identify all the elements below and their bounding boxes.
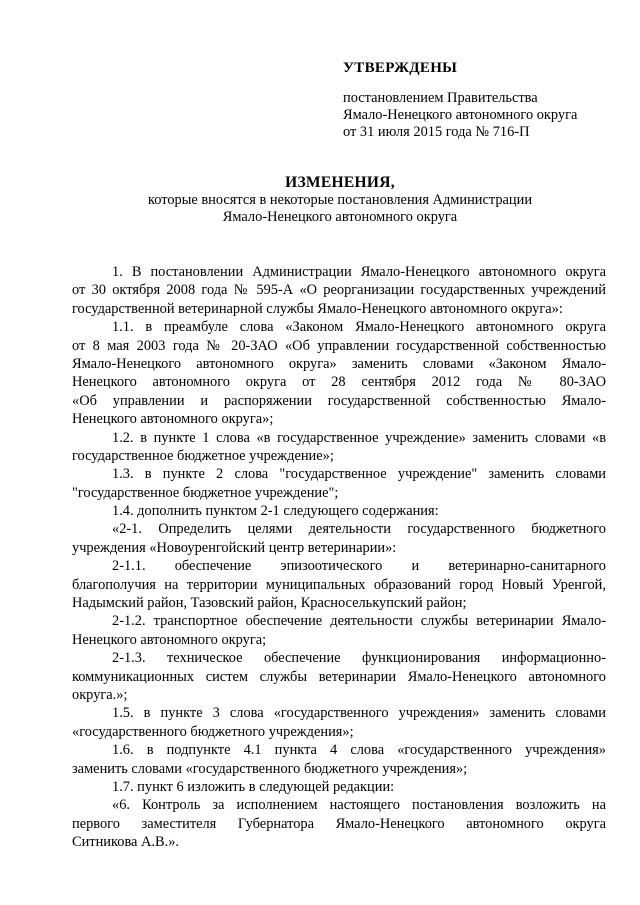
body-line: Ненецкого автономного округа»; bbox=[72, 411, 274, 428]
body-line: 1. В постановлении Администрации Ямало-Ненецкого автономного округа bbox=[112, 264, 606, 280]
body-line: 2-1.2. транспортное обеспечение деятельности службы ветеринарии Ямало- bbox=[112, 613, 606, 630]
body-line: от 8 мая 2003 года № 20-ЗАО «Об управлении государственной собственностью bbox=[72, 337, 606, 354]
document-body bbox=[72, 263, 606, 852]
approval-line: Ямало-Ненецкого автономного округа bbox=[343, 107, 578, 123]
body-line: «2-1. Определить целями деятельности государственного бюджетного bbox=[112, 521, 606, 538]
body-line: «6. Контроль за исполнением настоящего постановления возложить на bbox=[112, 797, 606, 814]
body-line: 1.6. в подпункте 4.1 пункта 4 слова «государственного учреждения» bbox=[112, 742, 606, 759]
heading-subtitle-line: Ямало-Ненецкого автономного округа bbox=[222, 209, 458, 225]
body-line: Ситникова А.В.». bbox=[72, 834, 180, 851]
body-line: 1.2. в пункте 1 слова «в государственное учреждение» заменить словами «в bbox=[112, 429, 606, 446]
body-line: "государственное бюджетное учреждение"; bbox=[72, 484, 339, 501]
approval-line: постановлением Правительства bbox=[343, 90, 538, 106]
approval-title: УТВЕРЖДЕНЫ bbox=[343, 60, 458, 76]
approval-block bbox=[343, 58, 633, 141]
body-line: Ямало-Ненецкого автономного округа» заменить словами «Законом Ямало- bbox=[72, 355, 606, 372]
body-line: 1.3. в пункте 2 слова "государственное учреждение" заменить словами bbox=[112, 466, 606, 483]
body-line: государственное бюджетное учреждение»; bbox=[72, 447, 334, 464]
body-line: государственной ветеринарной службы Ямало-Ненецкого автономного округа»: bbox=[72, 300, 563, 317]
body-line: «государственного бюджетного учреждения»; bbox=[72, 723, 354, 740]
approval-line: от 31 июля 2015 года № 716-П bbox=[343, 124, 530, 140]
heading-title: ИЗМЕНЕНИЯ, bbox=[285, 174, 395, 191]
body-line: заменить словами «государственного бюджетного учреждения»; bbox=[72, 760, 468, 777]
heading-subtitle-line: которые вносятся в некоторые постановления Администрации bbox=[147, 192, 533, 208]
body-line: Ненецкого автономного округа; bbox=[72, 631, 267, 648]
body-line: благополучия на территории муниципальных образований город Новый Уренгой, bbox=[72, 576, 606, 593]
body-line: 1.7. пункт 6 изложить в следующей редакции: bbox=[112, 778, 395, 795]
body-line: 1.1. в преамбуле слова «Законом Ямало-Ненецкого автономного округа bbox=[112, 319, 606, 336]
body-line: 1.4. дополнить пунктом 2-1 следующего содержания: bbox=[112, 503, 439, 520]
body-line: первого заместителя Губернатора Ямало-Ненецкого автономного округа bbox=[72, 815, 606, 832]
body-line: 2-1.3. техническое обеспечение функционирования информационно- bbox=[112, 650, 606, 667]
body-line: Надымский район, Тазовский район, Красноселькупский район; bbox=[72, 595, 467, 612]
body-line: Ненецкого автономного округа от 28 сентября 2012 года № 80-ЗАО bbox=[72, 374, 606, 391]
body-line: округа.»; bbox=[72, 686, 128, 703]
body-line: 2-1.1. обеспечение эпизоотического и ветеринарно-санитарного bbox=[112, 558, 606, 575]
document-heading bbox=[0, 174, 640, 226]
body-line: учреждения «Новоуренгойский центр ветеринарии»: bbox=[72, 539, 397, 556]
body-line: от 30 октября 2008 года № 595-А «О реорганизации государственных учреждений bbox=[72, 282, 606, 299]
body-line: 1.5. в пункте 3 слова «государственного учреждения» заменить словами bbox=[112, 705, 606, 722]
body-line: коммуникационных систем службы ветеринарии Ямало-Ненецкого автономного bbox=[72, 668, 606, 685]
body-line: «Об управлении и распоряжении государственной собственностью Ямало- bbox=[72, 392, 606, 409]
